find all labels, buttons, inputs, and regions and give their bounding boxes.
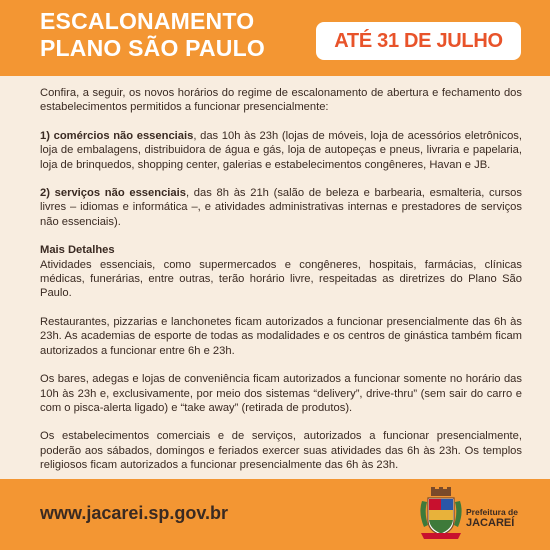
item-2-text: , das 8h às 21h (salão de beleza e barbearia, esmalteria, cursos livres – idiomas e informática –, e atividades administrativas internas e prestadores de serviços não essenciais). (40, 187, 522, 228)
item-1-text: , das 10h às 23h (lojas de móveis, loja de acessórios eletrônicos, loja de embalagens, distribuidora de água e gás, loja de autopeças e pneus, livraria e papelaria, loja de brinquedos, shopping center, galerias e estabelecimentos congêneres, Havan e JB. (40, 129, 522, 171)
details-paragraph (40, 243, 522, 301)
page-title (40, 8, 310, 62)
date-badge-label: ATÉ 31 DE JULHO (334, 29, 503, 52)
intro-paragraph: Confira, a seguir, os novos horários do regime de escalonamento de abertura e fechamento dos estabelecimentos permitidos a funcionar presencialmente: (40, 87, 522, 114)
item-2-heading: 2) serviços não essenciais (40, 187, 186, 200)
title-line-1: ESCALONAMENTO (40, 8, 255, 34)
footer-banner (0, 479, 550, 550)
details-text: Atividades essenciais, como supermercados e congêneres, hospitais, farmácias, clínicas médicas, funerárias, entre outras, terão horário livre, respeitadas as diretrizes do Plano São Paulo. (40, 258, 522, 300)
item-1-heading: 1) comércios não essenciais (40, 129, 194, 142)
details-heading: Mais Detalhes (40, 244, 115, 257)
restaurants-paragraph: Restaurantes, pizzarias e lanchonetes ficam autorizados a funcionar presencialmente das 6h às 23h. As academias de esporte de todas as modalidades e os centros de ginástica também ficam autorizados a funcionar entre 6h e 23h. (40, 315, 522, 357)
prefeitura-logo (418, 487, 543, 543)
header-banner (0, 0, 550, 76)
item-1-paragraph (40, 129, 522, 172)
website-link[interactable]: www.jacarei.sp.gov.br (40, 503, 229, 523)
date-badge (316, 22, 521, 60)
item-2-paragraph (40, 186, 522, 229)
bars-paragraph: Os bares, adegas e lojas de conveniência ficam autorizados a funcionar somente no horário das 10h às 23h e, exclusivamente, por meio dos sistemas “delivery”, drive-thru” (sem sair do carro e com o pisca-alerta ligado) e “take away” (retirada de produtos). (40, 373, 522, 414)
logo-line-2: JACAREÍ (466, 517, 515, 529)
logo-text (466, 507, 542, 530)
title-line-2: PLANO SÃO PAULO (40, 35, 265, 61)
main-content (40, 86, 522, 487)
logo-line-1: Prefeitura de (466, 507, 518, 517)
coat-of-arms-icon (418, 487, 464, 541)
weekends-paragraph: Os estabelecimentos comerciais e de serviços, autorizados a funcionar presencialmente, poderão aos sábados, domingos e feriados exercer suas atividades das 6h às 23h. Os templos religiosos ficam autorizados a funcionar presencialmente das 6h às 23h. (40, 430, 522, 472)
